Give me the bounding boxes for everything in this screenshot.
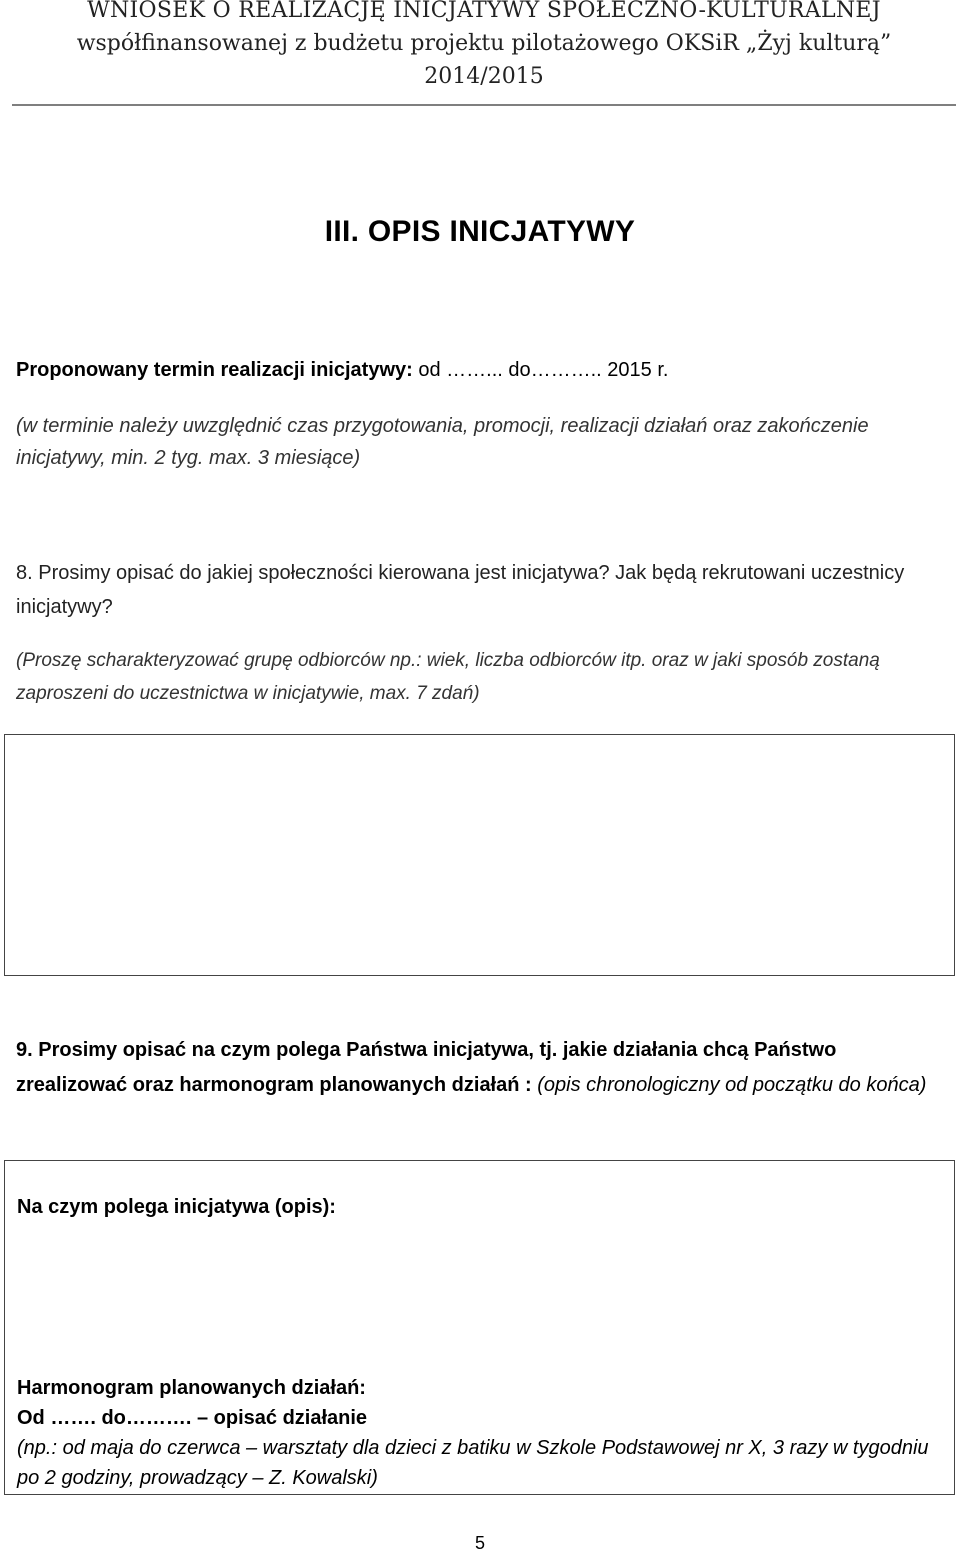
answer-box-9[interactable]: [4, 1160, 955, 1495]
schedule-block: [17, 1373, 942, 1493]
document-header: [12, 0, 956, 106]
answer-box-8[interactable]: [4, 734, 955, 976]
question-9: [16, 1033, 951, 1103]
term-note: (w terminie należy uwzględnić czas przygotowania, promocji, realizacji działań oraz zakończenie inicjatywy, min. 2 tyg. max. 3 miesiące): [16, 415, 869, 469]
section-title: III. OPIS INICJATYWY: [324, 215, 636, 248]
header-subtitle: współfinansowanej z budżetu projektu pilotażowego OKSiR „Żyj kulturą”: [76, 31, 892, 56]
question-9-note: (opis chronologiczny od początku do końca): [531, 1074, 927, 1096]
header-year: 2014/2015: [424, 64, 544, 89]
question-8: 8. Prosimy opisać do jakiej społeczności kierowana jest inicjatywa? Jak będą rekrutowani uczestnicy inicjatywy?: [16, 562, 905, 618]
header-title: WNIOSEK O REALIZACJĘ INICJATYWY SPOŁECZNO-KULTURALNEJ: [87, 0, 881, 23]
question-8-note: (Proszę scharakteryzować grupę odbiorców np.: wiek, liczba odbiorców itp. oraz w jaki sposób zostaną zaproszeni do uczestnictwa w inicjatywie, max. 7 zdań): [16, 650, 880, 704]
schedule-example: (np.: od maja do czerwca – warsztaty dla dzieci z batiku w Szkole Podstawowej nr X, 3 razy w tygodniu po 2 godziny, prowadzący – Z. Kowalski): [17, 1437, 929, 1489]
schedule-template: Od ……. do………. – opisać działanie: [17, 1407, 368, 1429]
term-value[interactable]: od ……... do……….. 2015 r.: [412, 359, 669, 381]
description-label: Na czym polega inicjatywa (opis):: [17, 1196, 336, 1218]
question-9-text: 9. Prosimy opisać na czym polega Państwa inicjatywa, tj. jakie działania chcą Państwo zrealizować oraz harmonogram planowanych działań :: [16, 1039, 837, 1096]
term-line: [16, 356, 668, 384]
page-number: 5: [474, 1533, 485, 1553]
schedule-label: Harmonogram planowanych działań:: [17, 1377, 366, 1399]
term-label: Proponowany termin realizacji inicjatywy:: [16, 359, 413, 381]
